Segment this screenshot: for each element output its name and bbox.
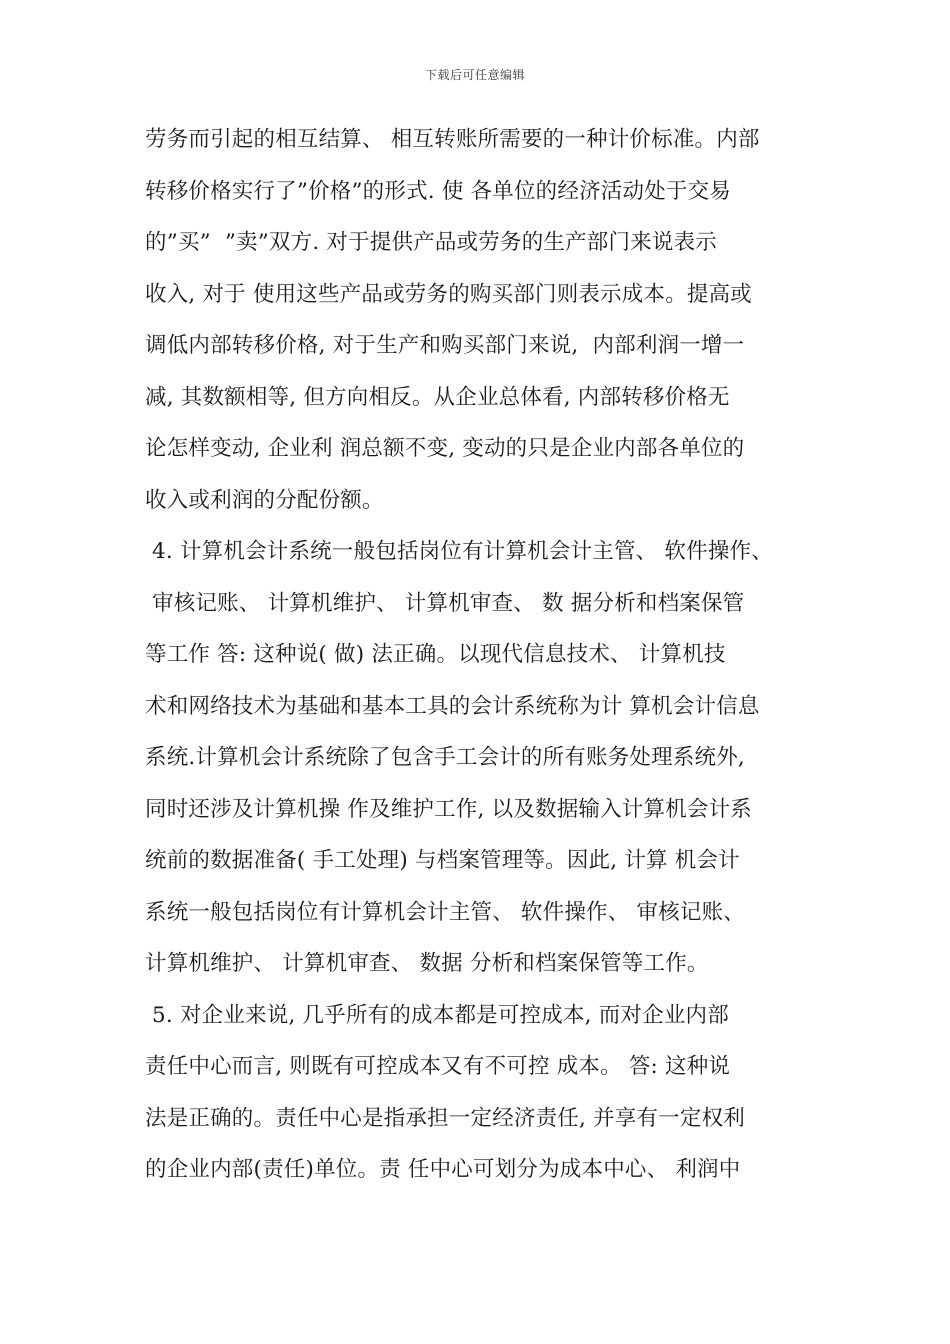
text-line: 收入, 对于 使用这些产品或劳务的购买部门则表示成本。提高或 [145,281,753,307]
text-line: 责任中心而言, 则既有可控成本又有不可控 成本。 答: 这种说 [145,1054,731,1079]
page-header: 下载后可任意编辑 [424,68,525,82]
text-line: 统前的数据准备( 手工处理) 与档案管理等。因此, 计算 机会计 [145,848,740,873]
text-line: 劳务而引起的相互结算、 相互转账所需要的一种计价标准。内部 [145,127,760,152]
text-line: 的”买” ”卖”双方. 对于提供产品或劳务的生产部门来说表示 [145,230,718,255]
text-line: 等工作 答: 这种说( 做) 法正确。以现代信息技术、 计算机技 [145,642,726,667]
text-line: 论怎样变动, 企业利 润总额不变, 变动的只是企业内部各单位的 [145,436,745,461]
text-line: 术和网络技术为基础和基本工具的会计系统称为计 算机会计信息 [145,693,760,719]
text-line: 系统.计算机会计系统除了包含手工会计的所有账务处理系统外, [145,745,745,770]
text-line: 审核记账、 计算机维护、 计算机审查、 数 据分析和档案保管 [145,590,745,616]
text-line: 收入或利润的分配份额。 [145,487,384,513]
text-line: 法是正确的。责任中心是指承担一定经济责任, 并享有一定权利 [145,1105,745,1131]
text-line: 减, 其数额相等, 但方向相反。从企业总体看, 内部转移价格无 [145,384,730,410]
text-line: 转移价格实行了”价格”的形式. 使 各单位的经济活动处于交易 [145,178,731,204]
text-line: 5. 对企业来说, 几乎所有的成本都是可控成本, 而对企业内部 [145,1002,729,1028]
text-line: 4. 计算机会计系统一般包括岗位有计算机会计主管、 软件操作、 [145,539,773,564]
text-line: 系统一般包括岗位有计算机会计主管、 软件操作、 审核记账、 [145,899,745,925]
body-text [145,114,825,1196]
text-line: 同时还涉及计算机操 作及维护工作, 以及数据输入计算机会计系 [145,796,753,822]
text-line: 的企业内部(责任)单位。责 任中心可划分为成本中心、 利润中 [145,1157,741,1182]
text-line: 计算机维护、 计算机审查、 数据 分析和档案保管等工作。 [145,951,709,976]
text-line: 调低内部转移价格, 对于生产和购买部门来说, 内部利润一增一 [145,333,745,358]
